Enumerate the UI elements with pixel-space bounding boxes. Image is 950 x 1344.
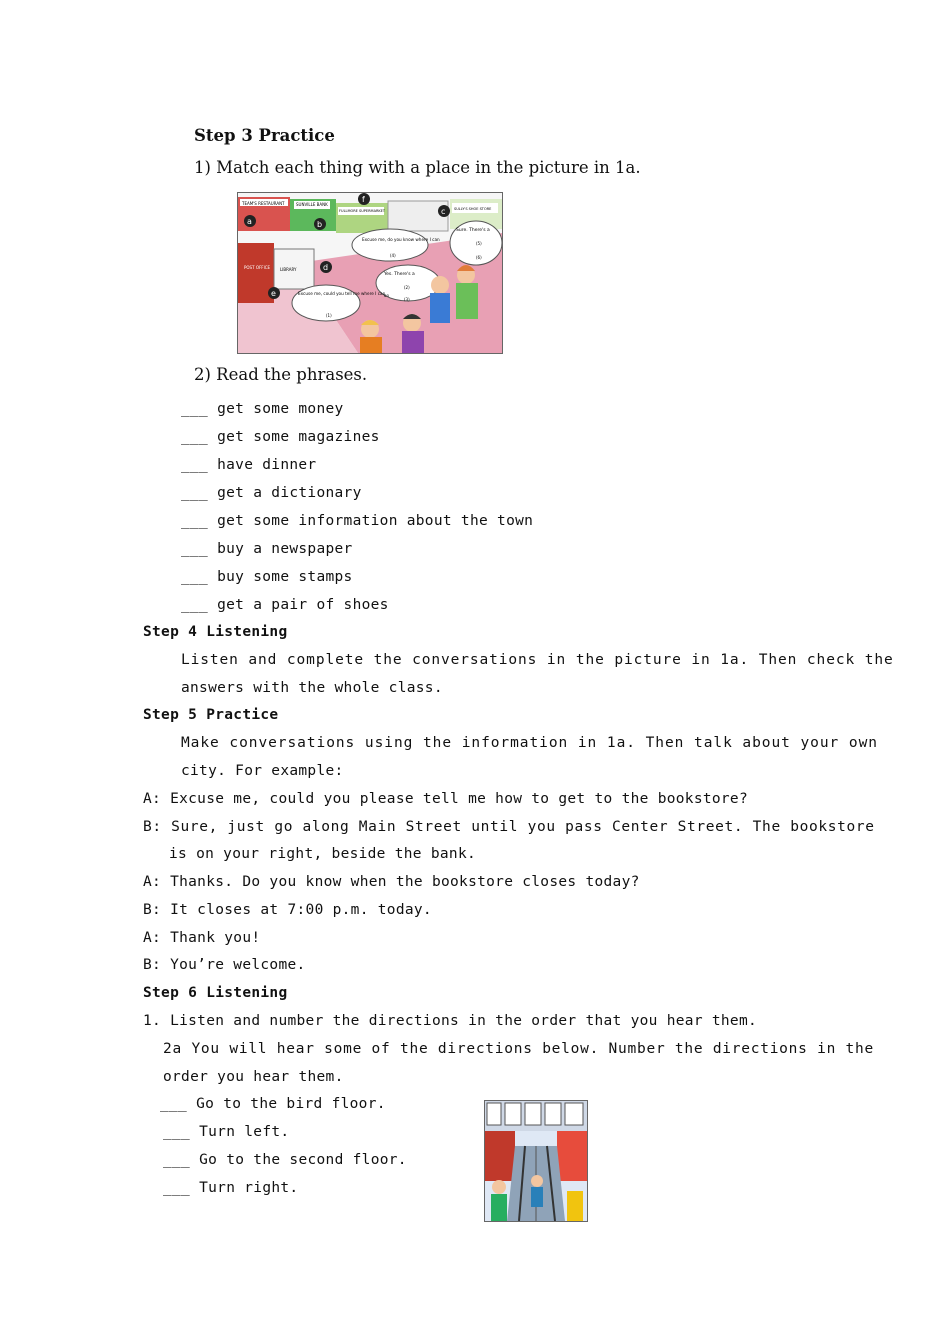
phrase-text: buy a newspaper [217, 541, 353, 557]
num6: (6) [476, 255, 482, 260]
phrase-row [181, 485, 362, 501]
num2: (2) [404, 285, 410, 290]
bubble2: Excuse me, do you know where I can [362, 237, 440, 242]
bubble1: Excuse me, could you tell me where I can [298, 291, 386, 296]
direction-row [163, 1152, 407, 1168]
phrase-row [181, 401, 344, 417]
step6-heading: Step 6 Listening [143, 985, 288, 1001]
sign-restaurant: TEAM'S RESTAURANT [242, 201, 285, 206]
step5-line2: city. For example: [181, 763, 344, 779]
phrase-text: get a pair of shoes [217, 597, 389, 613]
phrase-blank: ___ [181, 513, 209, 529]
phrase-text: buy some stamps [217, 569, 353, 585]
dialogue-line: B: Sure, just go along Main Street until you pass Center Street. The bookstore [143, 819, 875, 835]
phrase-text: get some magazines [217, 429, 380, 445]
dialogue-line: A: Thank you! [143, 930, 261, 946]
phrase-blank: ___ [181, 429, 209, 445]
step3-item2: 2) Read the phrases. [194, 365, 368, 384]
step3-heading: Step 3 Practice [194, 126, 335, 145]
town-picture [237, 192, 503, 354]
letter-c: c [441, 207, 446, 216]
step3-item1: 1) Match each thing with a place in the picture in 1a. [194, 158, 641, 177]
phrase-blank: ___ [181, 569, 209, 585]
direction-row [160, 1096, 386, 1112]
num3: (3) [404, 297, 410, 302]
letter-e: e [271, 289, 276, 298]
phrase-blank: ___ [181, 541, 209, 557]
sign-shoestore: SULLY'S SHOE STORE [454, 207, 492, 211]
direction-row [163, 1180, 298, 1196]
letter-a: a [247, 217, 252, 226]
phrase-row [181, 569, 353, 585]
sign-bank: SUNVILLE BANK [296, 202, 328, 207]
mall-picture [484, 1100, 588, 1222]
direction-text: Go to the bird floor. [196, 1096, 386, 1112]
dialogue-line: B: It closes at 7:00 p.m. today. [143, 902, 432, 918]
phrase-text: get some information about the town [217, 513, 534, 529]
phrase-blank: ___ [181, 457, 209, 473]
step4-heading: Step 4 Listening [143, 624, 288, 640]
step5-heading: Step 5 Practice [143, 707, 279, 723]
direction-blank: ___ [163, 1124, 191, 1140]
phrase-blank: ___ [181, 597, 209, 613]
dialogue-line: B: You’re welcome. [143, 957, 306, 973]
step6-line2: 2a You will hear some of the directions below. Number the directions in the [163, 1041, 874, 1057]
bubble3: Yes. There's a [384, 272, 415, 277]
sign-postoffice: POST OFFICE [244, 265, 271, 270]
direction-row [163, 1124, 289, 1140]
phrase-row [181, 597, 389, 613]
direction-blank: ___ [160, 1096, 188, 1112]
direction-blank: ___ [163, 1152, 191, 1168]
dialogue-line: A: Thanks. Do you know when the bookstore closes today? [143, 874, 640, 890]
dialogue-line: is on your right, beside the bank. [169, 846, 477, 862]
direction-text: Turn left. [199, 1124, 290, 1140]
direction-text: Turn right. [199, 1180, 299, 1196]
num4: (4) [390, 253, 396, 258]
phrase-blank: ___ [181, 401, 209, 417]
phrase-text: have dinner [217, 457, 317, 473]
direction-blank: ___ [163, 1180, 191, 1196]
phrase-row [181, 541, 353, 557]
dialogue-line: A: Excuse me, could you please tell me how to get to the bookstore? [143, 791, 748, 807]
sign-library: LIBRARY [280, 267, 297, 272]
sign-market: FULLMORE SUPERMARKET [339, 209, 386, 213]
phrase-row [181, 457, 316, 473]
step4-line2: answers with the whole class. [181, 680, 443, 696]
phrase-text: get a dictionary [217, 485, 362, 501]
phrase-text: get some money [217, 401, 344, 417]
step4-line1: Listen and complete the conversations in the picture in 1a. Then check the [181, 652, 894, 668]
bubble4: Sure. There's a [456, 228, 490, 233]
phrase-row [181, 513, 533, 529]
step6-line1: 1. Listen and number the directions in the order that you hear them. [143, 1013, 758, 1029]
phrase-blank: ___ [181, 485, 209, 501]
num5: (5) [476, 241, 482, 246]
step5-line1: Make conversations using the information in 1a. Then talk about your own [181, 735, 878, 751]
step6-line3: order you hear them. [163, 1069, 344, 1085]
phrase-row [181, 429, 380, 445]
direction-text: Go to the second floor. [199, 1152, 407, 1168]
num1: (1) [326, 313, 332, 318]
letter-b: b [317, 220, 323, 229]
letter-d: d [323, 263, 329, 272]
label-on: on [384, 293, 389, 298]
letter-f: f [362, 195, 365, 204]
